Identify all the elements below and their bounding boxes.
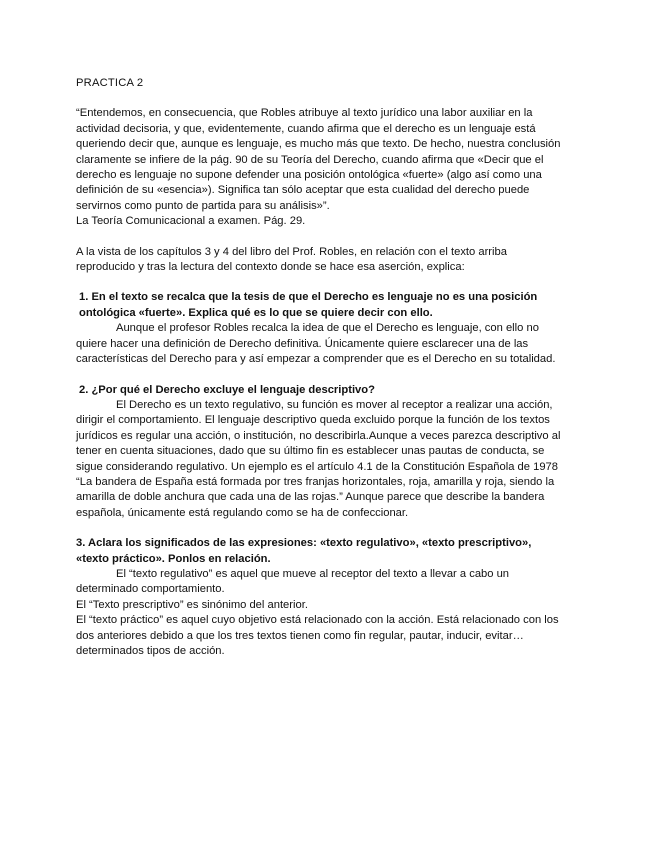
document-page (76, 76, 566, 659)
question-2 (76, 383, 566, 522)
question-heading: 1. En el texto se recalca que la tesis de que el Derecho es lenguaje no es una posición ontológica «fuerte». Explica qué es lo que se quiere decir con ello. (79, 291, 538, 319)
answer-line: El “texto regulativo” es aquel que mueve al receptor del texto a llevar a cabo un determinado comportamiento. (76, 567, 510, 596)
answer-line: El “texto práctico” es aquel cuyo objetivo está relacionado con la acción. Está relacionado con los dos anteriores debido a que los tres textos tienen como fin regular, pautar, inducir, evitar… determinados tipos de acción. (76, 614, 559, 657)
answer-paragraph: El Derecho es un texto regulativo, su función es mover al receptor a realizar una acción, dirigir el comportamiento. El lenguaje descriptivo queda excluido porque la función de los textos jurídicos es regular una acción, o institución, no describirla.Aunque a veces parezca descriptivo al tener en cuenta situaciones, dado que su último fin es establecer unas pautas de conducta, se sigue considerando regulativo. Un ejemplo es el artículo 4.1 de la Constitución Española de 1978 “La bandera de España está formada por tres franjas horizontales, roja, amarilla y roja, siendo la amarilla de doble anchura que cada una de las rojas.” Aunque parece que describe la bandera española, únicamente está regulando como se ha de confeccionar. (76, 398, 561, 519)
question-3 (76, 536, 566, 659)
quote-text: “Entendemos, en consecuencia, que Robles atribuye al texto jurídico una labor auxiliar en la actividad decisoria, y que, evidentemente, cuando afirma que el derecho es un lenguaje está queriendo decir que, aunque es lenguaje, es mucho más que texto. De hecho, nuestra conclusión claramente se infiere de la pág. 90 de su Teoría del Derecho, cuando afirma que «Decir que el derecho es lenguaje no supone defender una posición ontológica «fuerte» (algo así como una definición de su «esencia»). Significa tan sólo aceptar que esta cualidad del derecho puede servirnos como punto de partida para su análisis»”. (76, 107, 561, 212)
page-title: PRACTICA 2 (76, 77, 144, 89)
answer-line: El “Texto prescriptivo” es sinónimo del anterior. (76, 598, 308, 611)
question-heading: 3. Aclara los significados de las expresiones: «texto regulativo», «texto prescriptivo», «texto práctico». Ponlos en relación. (76, 537, 532, 565)
quote-block (76, 106, 566, 229)
intro-paragraph: A la vista de los capítulos 3 y 4 del libro del Prof. Robles, en relación con el texto arriba reproducido y tras la lectura del contexto donde se hace esa aserción, explica: (76, 245, 507, 274)
quote-source: La Teoría Comunicacional a examen. Pág. 29. (76, 215, 306, 228)
question-1 (76, 290, 566, 367)
question-heading: 2. ¿Por qué el Derecho excluye el lenguaje descriptivo? (79, 383, 375, 396)
answer-paragraph: Aunque el profesor Robles recalca la idea de que el Derecho es lenguaje, con ello no quiere hacer una definición de Derecho definitiva. Únicamente quiere esclarecer una de las características del Derecho para y así empezar a comprender que es el Derecho en su totalidad. (76, 322, 556, 366)
